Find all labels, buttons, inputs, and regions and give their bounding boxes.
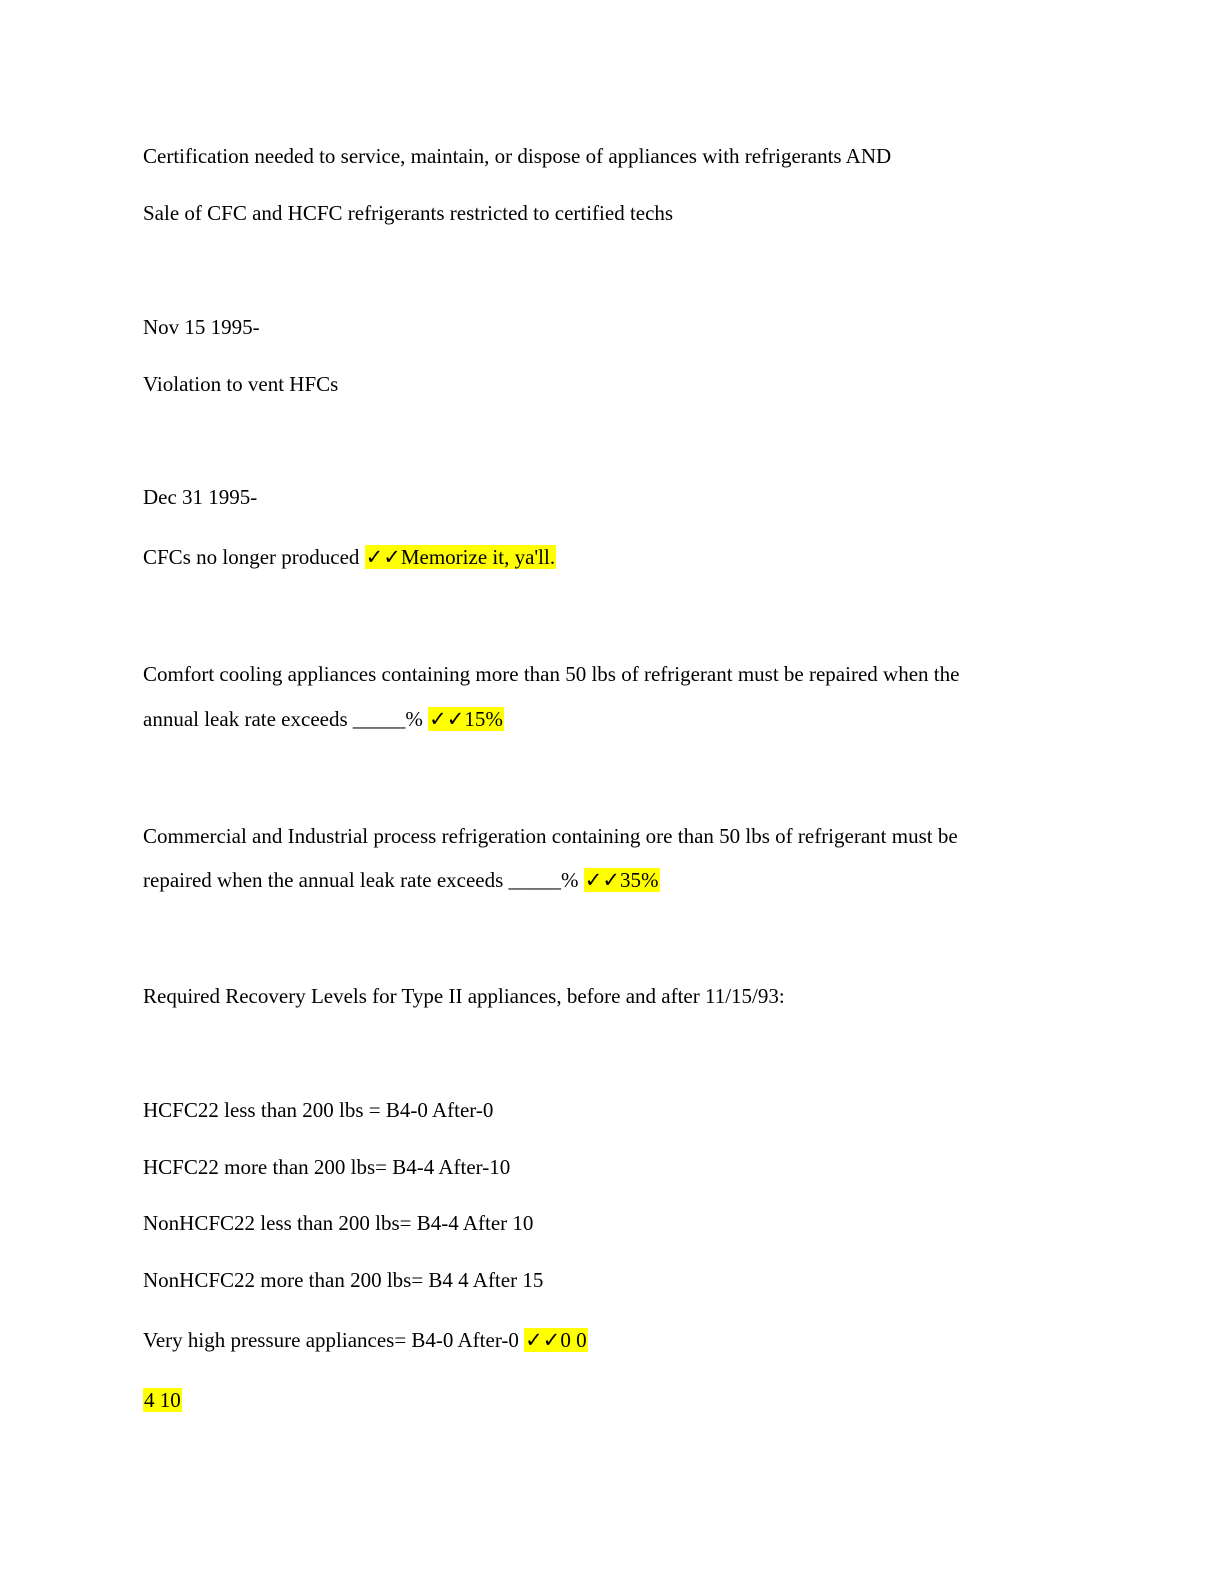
text-commercial-industrial: Commercial and Industrial process refrigeration containing ore than 50 lbs of refrigerant must be xyxy=(143,824,958,848)
text-very-high-pressure xyxy=(143,1326,588,1354)
text-cfcs-no-longer-produced xyxy=(143,543,556,571)
text-date-nov-1995: Nov 15 1995- xyxy=(143,315,260,339)
answer-text: 15% xyxy=(464,707,503,731)
text-required-recovery-levels: Required Recovery Levels for Type II appliances, before and after 11/15/93: xyxy=(143,984,785,1008)
answer-highlight: 4 10 xyxy=(144,1388,181,1412)
text-hcfc22-less-200: HCFC22 less than 200 lbs = B4-0 After-0 xyxy=(143,1098,494,1122)
question-text: annual leak rate exceeds _____% xyxy=(143,707,429,731)
text-nonhcfc22-less-200: NonHCFC22 less than 200 lbs= B4-4 After 10 xyxy=(143,1211,534,1235)
double-check-icon: ✓✓ xyxy=(584,868,620,892)
question-text: CFCs no longer produced xyxy=(143,545,365,569)
answer-highlight xyxy=(584,868,660,892)
answer-highlight xyxy=(365,545,556,569)
text-hcfc22-more-200: HCFC22 more than 200 lbs= B4-4 After-10 xyxy=(143,1155,511,1179)
double-check-icon: ✓✓ xyxy=(365,545,401,569)
text-certification-needed: Certification needed to service, maintain, or dispose of appliances with refrigerants AND xyxy=(143,144,892,168)
text-nonhcfc22-more-200: NonHCFC22 more than 200 lbs= B4 4 After 15 xyxy=(143,1268,544,1292)
text-annual-leak-rate-2 xyxy=(143,866,660,894)
text-annual-leak-rate-1 xyxy=(143,705,504,733)
answer-text: Memorize it, ya'll. xyxy=(400,545,556,569)
text-comfort-cooling: Comfort cooling appliances containing more than 50 lbs of refrigerant must be repaired when the xyxy=(143,662,960,686)
answer-highlight xyxy=(524,1328,587,1352)
question-text: repaired when the annual leak rate exceeds _____% xyxy=(143,868,584,892)
text-sale-restricted: Sale of CFC and HCFC refrigerants restricted to certified techs xyxy=(143,201,674,225)
answer-text: 35% xyxy=(620,868,659,892)
question-text: Very high pressure appliances= B4-0 After-0 xyxy=(143,1328,525,1352)
double-check-icon: ✓✓ xyxy=(525,1328,561,1352)
double-check-icon: ✓✓ xyxy=(429,707,465,731)
text-violation-vent: Violation to vent HFCs xyxy=(143,372,339,396)
text-answer-continuation xyxy=(143,1386,182,1414)
answer-highlight xyxy=(428,707,504,731)
text-date-dec-1995: Dec 31 1995- xyxy=(143,485,258,509)
answer-text: 0 0 xyxy=(560,1328,587,1352)
